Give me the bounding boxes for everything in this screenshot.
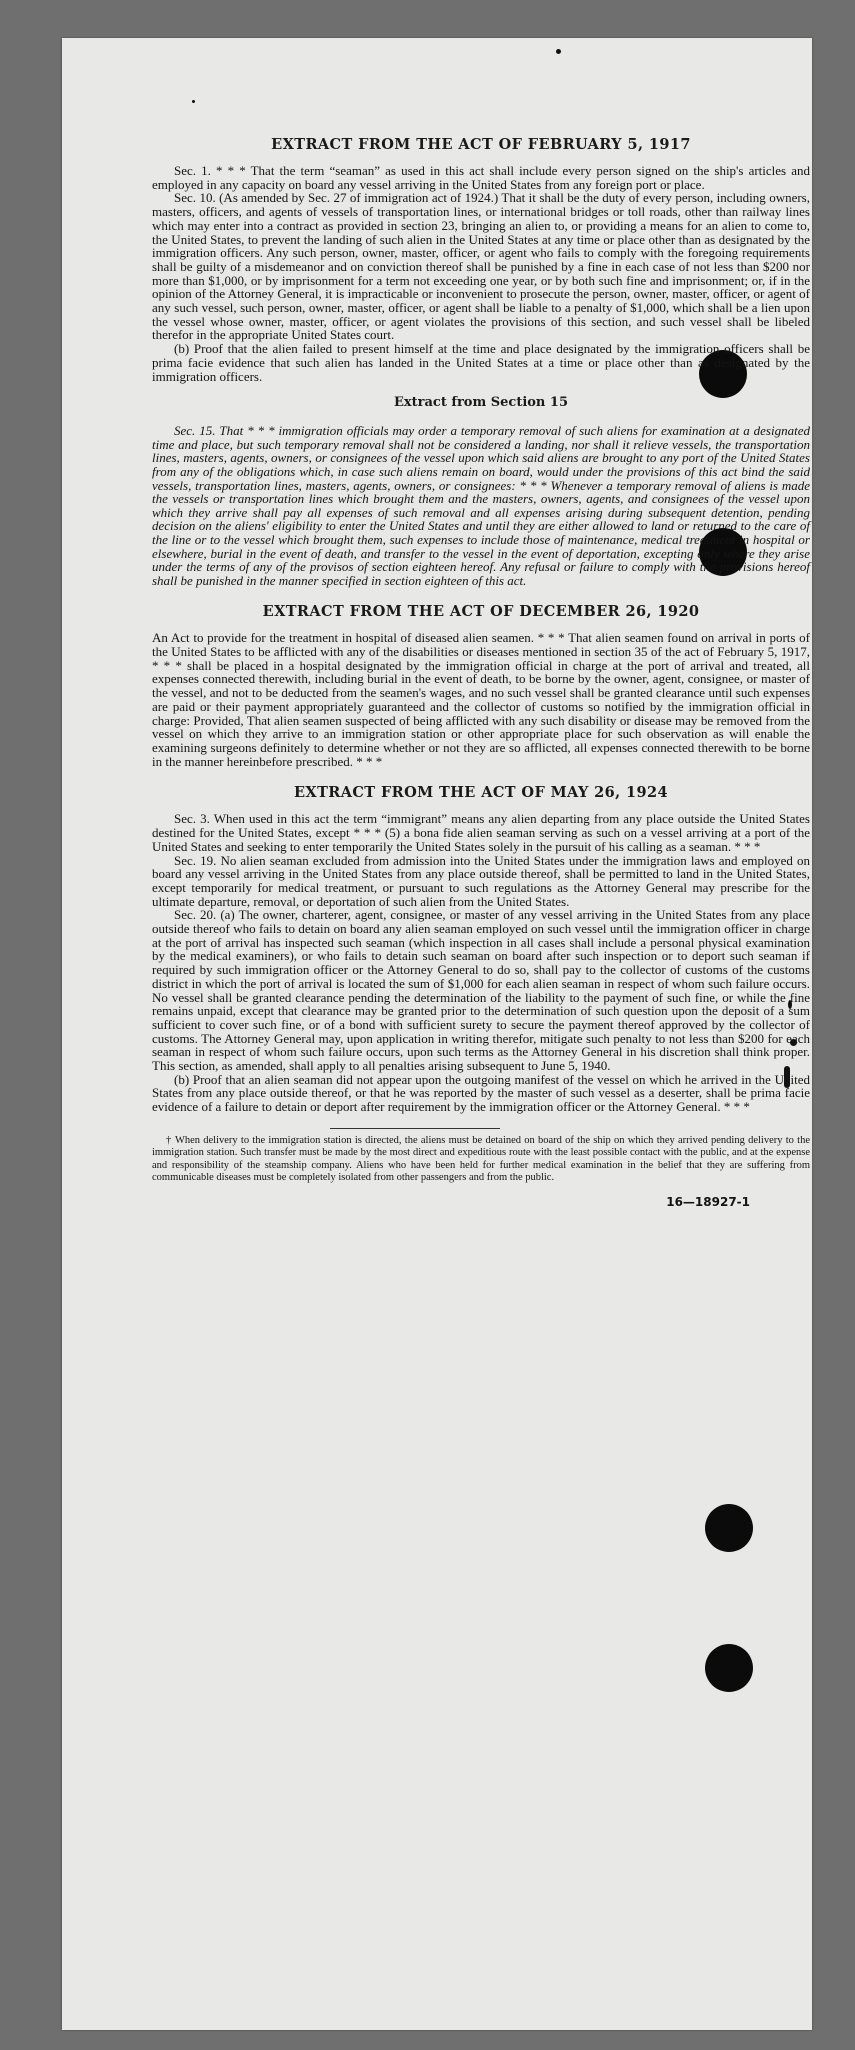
footnote-divider	[330, 1128, 500, 1129]
punch-hole	[705, 1644, 753, 1692]
form-number: 16—18927-1	[666, 1194, 750, 1209]
paragraph: (b) Proof that the alien failed to present himself at the time and place designated by the immigration officers shall be prima facie evidence that such alien has landed in the United States at a time or place other than as designated by the immigration officers.	[152, 341, 810, 384]
footnote: † When delivery to the immigration station is directed, the aliens must be detained on board of the ship on which they arrived pending delivery to the immigration station. Such transfer must be made by the most direct and expeditious route with the least possible contact with the public, and at the expense and responsibility of the steamship company. Aliens who have been held for further medical examination in the belief that they are suffering from communicable diseases must be completely isolated from other passengers and from the public.	[152, 1134, 810, 1184]
paragraph: Sec. 19. No alien seaman excluded from admission into the United States under the immigration laws and employed on board any vessel arriving in the United States from any place outside thereof, shall be permitted to land in the United States, except temporarily for medical treatment, or pursuant to such regulations as the Attorney General may prescribe for the ultimate departure, removal, or deportation of such alien from the United States.	[152, 852, 810, 909]
paragraph: An Act to provide for the treatment in hospital of diseased alien seamen. * * * That alien seamen found on arrival in ports of the United States to be afflicted with any of the disabilities or diseases mentioned in section 35 of the act of February 5, 1917, * * * shall be placed in a hospital designated by the immigration official in charge at the port of arrival and treated, all expenses connected therewith, including burial in the event of death, to be borne by the owner, agent, consignee, or master of the vessel, and not to be deducted from the seamen's wages, and no such vessel shall be granted clearance until such expenses are paid or their payment appropriately guaranteed and the collector of customs so notified by the immigration official in charge: Provided, That alien seamen suspected of being afflicted with any such disability or disease may be removed from the vessel on which they arrive to an immigration station or other appropriate place for such observation as will enable the examining surgeons definitely to determine whether or not they are so afflicted, all expenses connected therewith to be borne in the manner hereinbefore prescribed. * * *	[152, 630, 810, 769]
paragraph: Sec. 3. When used in this act the term “immigrant” means any alien departing from any place outside the United States destined for the United States, except * * * (5) a bona fide alien seaman serving as such on a vessel arriving at a port of the United States and seeking to enter temporarily the United States solely in the pursuit of his calling as a seaman. * * *	[152, 811, 810, 854]
document-text	[152, 136, 810, 1209]
paragraph: Sec. 1. * * * That the term “seaman” as used in this act shall include every person signed on the ship's articles and employed in any capacity on board any vessel arriving in the United States from any foreign port or place.	[152, 163, 810, 192]
section-heading: EXTRACT FROM THE ACT OF FEBRUARY 5, 1917	[271, 136, 691, 153]
subsection-heading: Extract from Section 15	[393, 395, 569, 411]
speck-mark	[192, 100, 195, 103]
paragraph: Sec. 15. That * * * immigration officials may order a temporary removal of such aliens for examination at a designated time and place, but such temporary removal shall not be considered a landing, nor shall it relieve vessels, the transportation lines, masters, agents, owners, or consignees of the vessel upon which said aliens are brought to any port of the United States from any of the obligations which, in case such aliens remain on board, would under the provisions of this act bind the said vessels, transportation lines, masters, agents, owners, or consignees: * * * Whenever a temporary removal of aliens is made the vessels or transportation lines which brought them and the masters, owners, agents, and consignees of the vessel upon which they arrive shall pay all expenses of such removal and all expenses arising during subsequent detention, pending decision on the aliens' eligibility to enter the United States and until they are either allowed to land or returned to the care of the line or to the vessel which brought them, such expenses to include those of maintenance, medical treatment in hospital or elsewhere, burial in the event of death, and transfer to the vessel in the event of deportation, excepting only where they arise under the terms of any of the provisos of section eighteen hereof. Any refusal or failure to comply with the provisions hereof shall be punished in the manner specified in section eighteen of this act.	[152, 423, 810, 588]
section-heading: EXTRACT FROM THE ACT OF DECEMBER 26, 1920	[262, 603, 700, 621]
paragraph: Sec. 20. (a) The owner, charterer, agent, consignee, or master of any vessel arriving in the United States from any place outside thereof who fails to detain on board any alien seaman employed on such vessel until the immigration officer in charge at the port of arrival has inspected such seaman (which inspection in all cases shall include a personal physical examination by the medical examiners), or who fails to detain such seaman on board after such inspection or to deport such seaman if required by such immigration officer or the Attorney General to do so, shall pay to the collector of customs of the customs district in which the port of arrival is located the sum of $1,000 for each alien seaman in respect of whom such failure occurs. No vessel shall be granted clearance pending the determination of the liability to the payment of such fine, or while the fine remains unpaid, except that clearance may be granted prior to the determination of such question upon the deposit of a sum sufficient to cover such fine, or of a bond with sufficient surety to secure the payment thereof approved by the collector of customs. The Attorney General may, upon application in writing therefor, mitigate such penalty to not less than $200 for each seaman in respect of whom such failure occurs, upon such terms as the Attorney General in his discretion shall think proper. This section, as amended, shall apply to all penalties arising subsequent to June 5, 1940.	[152, 907, 810, 1074]
document-page	[62, 38, 812, 2030]
paragraph: (b) Proof that an alien seaman did not appear upon the outgoing manifest of the vessel on which he arrived in the United States from any place outside thereof, or that he was reported by the master of such vessel as a deserter, shall be prima facie evidence of a failure to detain or deport after requirement by the immigration officer or the Attorney General. * * *	[152, 1071, 810, 1115]
section-heading: EXTRACT FROM THE ACT OF MAY 26, 1924	[293, 784, 669, 802]
paragraph: Sec. 10. (As amended by Sec. 27 of immigration act of 1924.) That it shall be the duty of every person, including owners, masters, officers, and agents of vessels of transportation lines, or international bridges or toll roads, other than railway lines which may enter into a contract as provided in section 23, bringing an alien to, or providing a means for an alien to come to, the United States, to prevent the landing of such alien in the United States at any time or place other than as designated by the immigration officers. Any such person, owner, master, officer, or agent who fails to comply with the foregoing requirements shall be guilty of a misdemeanor and on conviction thereof shall be punished by a fine in each case of not less than $200 nor more than $1,000, or by imprisonment for a term not exceeding one year, or by both such fine and imprisonment; or, if in the opinion of the Attorney General, it is impracticable or inconvenient to prosecute the person, owner, master, officer, or agent of any such vessel, such person, owner, master, officer, or agent shall be liable to a penalty of $1,000, which shall be a lien upon the vessel whose owner, master, officer, or agent violates the provisions of this section, and such vessel shall be libeled therefor in the appropriate United States court.	[152, 190, 810, 343]
punch-hole	[705, 1504, 753, 1552]
speck-mark	[556, 49, 561, 54]
